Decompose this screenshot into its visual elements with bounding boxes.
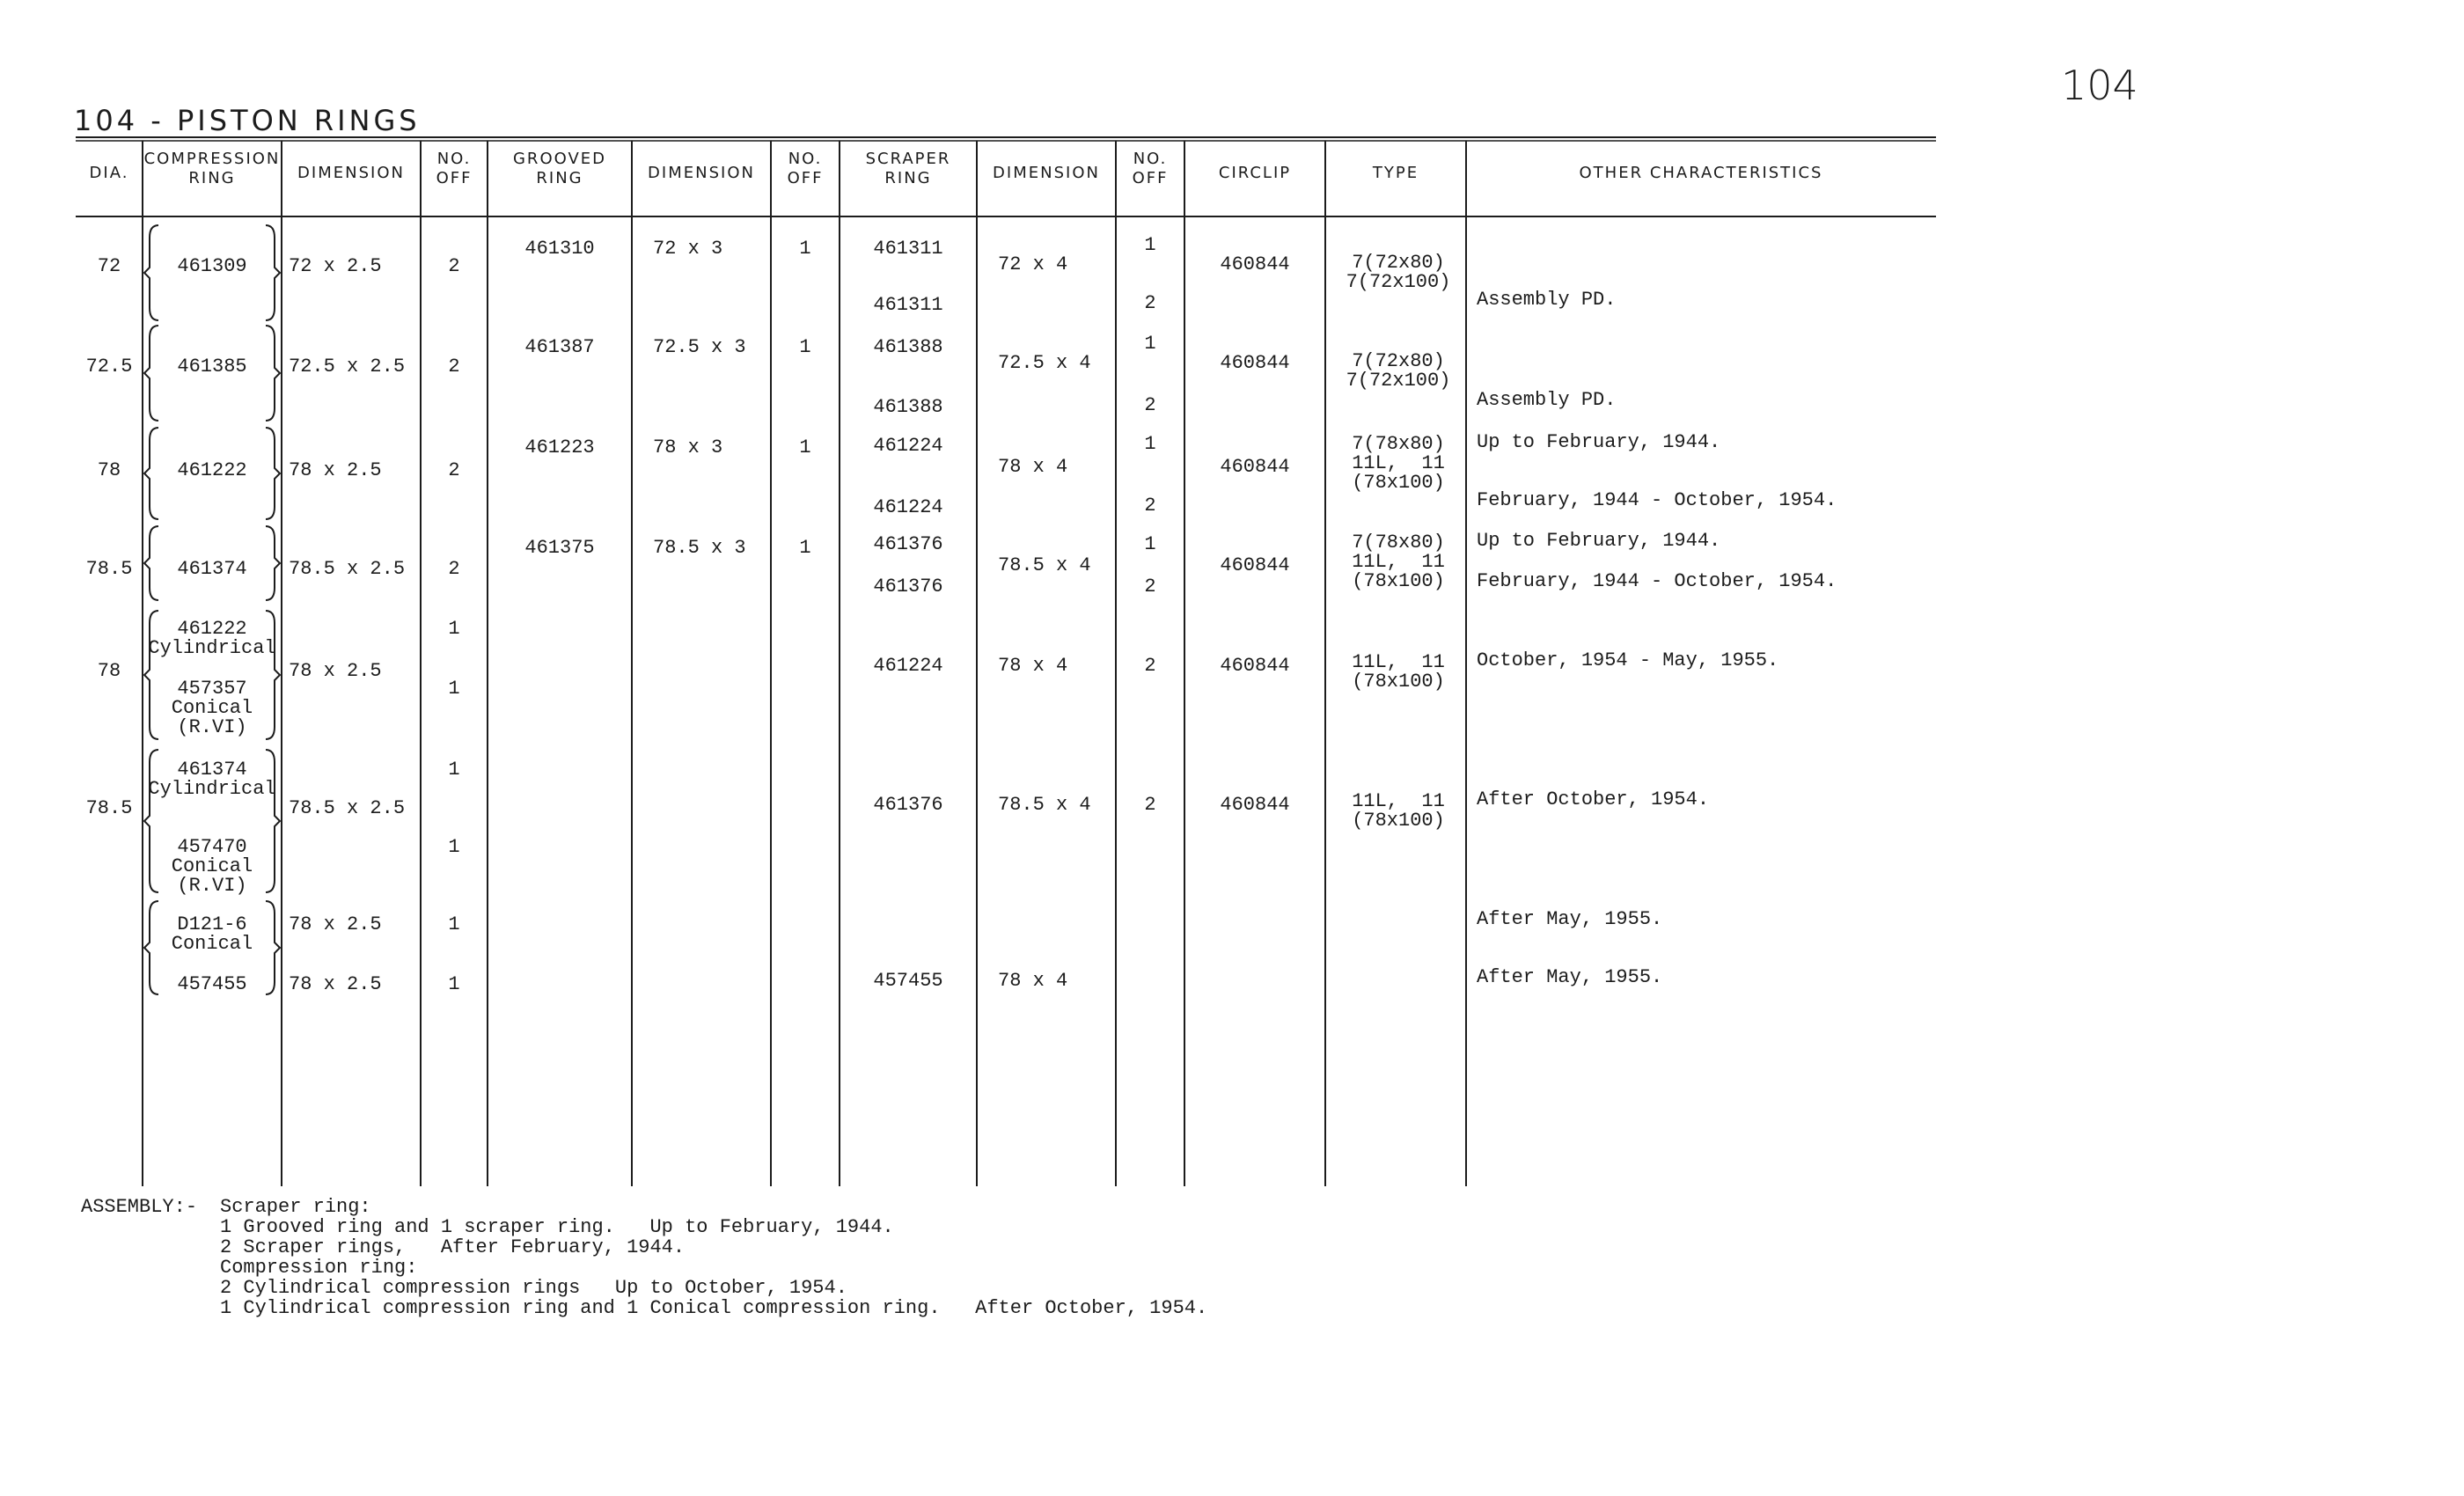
cell-type: 7(72x80) 7(72x100)	[1346, 350, 1451, 392]
cell-other: After October, 1954.	[1477, 788, 1710, 810]
cell-comp: 461374 Cylindrical	[148, 759, 276, 800]
page-number: 104	[2061, 62, 2138, 109]
cell-no3: 1	[1144, 533, 1156, 555]
cell-dim1: 78 x 2.5	[289, 913, 382, 935]
cell-dim1: 72 x 2.5	[289, 255, 382, 277]
cell-scraper: 461376	[873, 533, 943, 555]
cell-no1: 2	[448, 255, 460, 277]
cell-no2: 1	[799, 537, 811, 559]
cell-circlip: 460844	[1220, 456, 1290, 478]
cell-no1: 2	[448, 459, 460, 481]
cell-other: Assembly PD.	[1477, 389, 1617, 411]
cell-scraper: 461376	[873, 794, 943, 816]
cell-type: 11L, 11 (78x100)	[1352, 651, 1445, 693]
page-title: 104 - PISTON RINGS	[74, 104, 421, 137]
cell-no1: 2	[448, 356, 460, 378]
cell-comp: 457357 Conical (R.VI)	[171, 678, 253, 738]
column-header-no3: NO. OFF	[1132, 150, 1169, 187]
assembly-line: Compression ring:	[220, 1257, 418, 1279]
cell-scraper: 461376	[873, 576, 943, 598]
cell-comp: 461374	[177, 558, 247, 580]
cell-comp: 461222	[177, 459, 247, 481]
cell-groove: 461387	[524, 336, 595, 358]
column-header-no1: NO. OFF	[436, 150, 473, 187]
column-header-dia: DIA.	[89, 164, 129, 182]
column-header-other: OTHER CHARACTERISTICS	[1579, 164, 1823, 182]
cell-dim1: 78.5 x 2.5	[289, 797, 406, 819]
cell-scraper: 461311	[873, 238, 943, 260]
cell-no2: 1	[799, 336, 811, 358]
column-header-dim1: DIMENSION	[297, 164, 405, 182]
cell-scraper: 457455	[873, 970, 943, 992]
cell-circlip: 460844	[1220, 253, 1290, 275]
assembly-line: 2 Scraper rings, After February, 1944.	[220, 1236, 686, 1258]
cell-dim1: 72.5 x 2.5	[289, 356, 406, 378]
cell-no3: 2	[1144, 292, 1156, 314]
cell-no1: 1	[448, 913, 460, 935]
cell-dim3: 78 x 4	[998, 655, 1068, 677]
cell-circlip: 460844	[1220, 794, 1290, 816]
cell-dim1: 78.5 x 2.5	[289, 558, 406, 580]
cell-no3: 2	[1144, 655, 1156, 677]
cell-other: After May, 1955.	[1477, 908, 1663, 930]
cell-comp: 461309	[177, 255, 247, 277]
cell-type: 11L, 11 (78x100)	[1352, 790, 1445, 832]
cell-other: February, 1944 - October, 1954.	[1477, 570, 1837, 592]
cell-type: 7(78x80) 11L, 11 (78x100)	[1352, 532, 1445, 592]
assembly-label: ASSEMBLY:-	[81, 1196, 198, 1218]
cell-other: Up to February, 1944.	[1477, 431, 1721, 453]
cell-dim2: 78.5 x 3	[653, 537, 746, 559]
cell-dim3: 78 x 4	[998, 456, 1068, 478]
cell-no2: 1	[799, 238, 811, 260]
cell-dia: 72.5	[85, 356, 133, 378]
cell-other: October, 1954 - May, 1955.	[1477, 649, 1779, 671]
cell-comp: D121-6 Conical	[171, 913, 253, 955]
cell-scraper: 461224	[873, 655, 943, 677]
cell-groove: 461375	[524, 537, 595, 559]
cell-dim2: 78 x 3	[653, 436, 723, 458]
column-header-dim3: DIMENSION	[993, 164, 1100, 182]
cell-scraper: 461388	[873, 396, 943, 418]
cell-other: Up to February, 1944.	[1477, 530, 1721, 552]
cell-comp: 457470 Conical (R.VI)	[171, 836, 253, 897]
cell-dim2: 72.5 x 3	[653, 336, 746, 358]
cell-scraper: 461224	[873, 496, 943, 518]
cell-dim1: 78 x 2.5	[289, 660, 382, 682]
cell-type: 7(78x80) 11L, 11 (78x100)	[1352, 433, 1445, 494]
cell-no1: 1	[448, 759, 460, 781]
cell-other: February, 1944 - October, 1954.	[1477, 489, 1837, 511]
cell-dim3: 78.5 x 4	[998, 794, 1091, 816]
cell-no1: 1	[448, 618, 460, 640]
column-header-no2: NO. OFF	[787, 150, 824, 187]
cell-dim3: 78.5 x 4	[998, 554, 1091, 576]
column-header-scraper: SCRAPER RING	[865, 150, 951, 187]
cell-comp: 461385	[177, 356, 247, 378]
cell-comp: 461222 Cylindrical	[148, 618, 276, 659]
cell-dim3: 72 x 4	[998, 253, 1068, 275]
cell-no3: 1	[1144, 333, 1156, 355]
cell-no3: 2	[1144, 394, 1156, 416]
cell-dia: 78.5	[85, 797, 133, 819]
cell-no2: 1	[799, 436, 811, 458]
cell-circlip: 460844	[1220, 655, 1290, 677]
cell-dim2: 72 x 3	[653, 238, 723, 260]
cell-no3: 2	[1144, 794, 1156, 816]
cell-type: 7(72x80) 7(72x100)	[1346, 252, 1451, 293]
cell-dia: 78.5	[85, 558, 133, 580]
cell-groove: 461310	[524, 238, 595, 260]
cell-dim1: 78 x 2.5	[289, 459, 382, 481]
assembly-line: 2 Cylindrical compression rings Up to October, 1954.	[220, 1277, 847, 1299]
assembly-line: 1 Cylindrical compression ring and 1 Conical compression ring. After October, 1954.	[220, 1297, 1208, 1319]
cell-no3: 2	[1144, 495, 1156, 517]
cell-no1: 1	[448, 678, 460, 700]
column-header-circlip: CIRCLIP	[1218, 164, 1292, 182]
assembly-line: Scraper ring:	[220, 1196, 371, 1218]
cell-dia: 72	[97, 255, 121, 277]
column-header-type: TYPE	[1372, 164, 1419, 182]
cell-dia: 78	[97, 459, 121, 481]
cell-scraper: 461224	[873, 435, 943, 457]
cell-dim1: 78 x 2.5	[289, 973, 382, 995]
column-header-comp: COMPRESSION RING	[143, 150, 281, 187]
cell-dim3: 78 x 4	[998, 970, 1068, 992]
cell-scraper: 461311	[873, 294, 943, 316]
cell-no1: 1	[448, 973, 460, 995]
cell-dia: 78	[97, 660, 121, 682]
column-header-groove: GROOVED RING	[512, 150, 607, 187]
cell-circlip: 460844	[1220, 554, 1290, 576]
cell-comp: 457455	[177, 973, 247, 995]
column-header-dim2: DIMENSION	[648, 164, 755, 182]
cell-scraper: 461388	[873, 336, 943, 358]
cell-circlip: 460844	[1220, 352, 1290, 374]
cell-groove: 461223	[524, 436, 595, 458]
cell-dim3: 72.5 x 4	[998, 352, 1091, 374]
cell-no1: 2	[448, 558, 460, 580]
assembly-line: 1 Grooved ring and 1 scraper ring. Up to February, 1944.	[220, 1216, 894, 1238]
cell-no3: 1	[1144, 234, 1156, 256]
cell-no3: 1	[1144, 433, 1156, 455]
cell-other: Assembly PD.	[1477, 289, 1617, 311]
cell-no1: 1	[448, 836, 460, 858]
cell-other: After May, 1955.	[1477, 966, 1663, 988]
cell-no3: 2	[1144, 576, 1156, 598]
